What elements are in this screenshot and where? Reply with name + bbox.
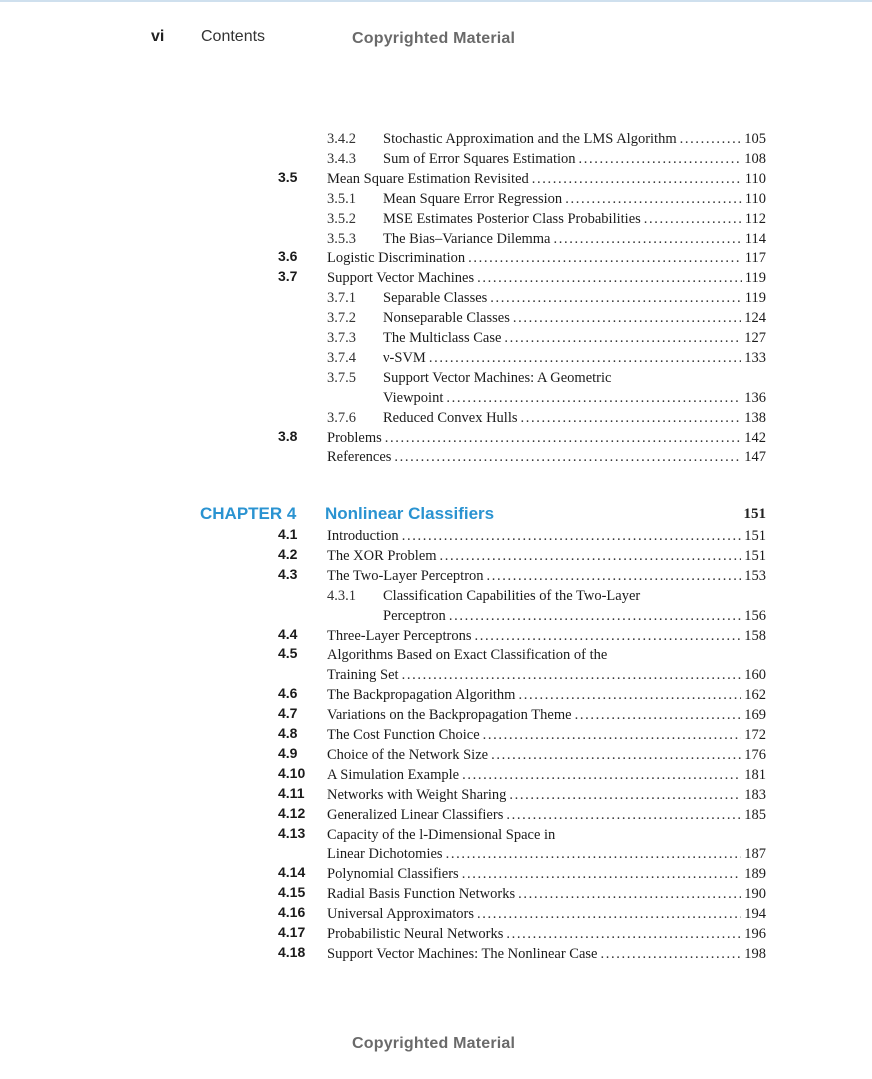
toc-entry-title: The Two-Layer Perceptron [327,567,484,584]
dot-leader [446,844,742,864]
toc-entry-page: 156 [744,607,766,624]
toc-entry-title: Classification Capabilities of the Two-Layer [383,587,641,604]
toc-entry[interactable] [0,805,872,825]
toc-entry-number: 4.11 [278,784,305,801]
dot-leader [518,884,741,904]
toc-entry[interactable] [0,884,872,904]
toc-entry[interactable] [0,288,872,308]
toc-entry[interactable] [0,944,872,964]
dot-leader [513,308,741,328]
toc-entry[interactable] [0,825,872,845]
toc-entry-title: MSE Estimates Posterior Class Probabilities [383,210,641,227]
toc-entry[interactable] [0,388,872,408]
toc-entry-number: 3.7.6 [327,409,356,426]
toc-entry-number: 4.15 [278,884,306,901]
toc-entry[interactable] [0,447,872,467]
toc-entry-page: 172 [744,727,766,743]
watermark-top: Copyrighted Material [352,30,516,47]
chapter-heading[interactable] [200,504,766,528]
toc-entry[interactable] [0,428,872,448]
toc-entry-page: 151 [744,547,766,564]
toc-entry-number: 4.4 [278,625,298,642]
toc-entry[interactable] [0,904,872,924]
toc-entry[interactable] [0,328,872,348]
toc-entry-number: 4.18 [278,943,306,960]
toc-entry-title: Separable Classes [383,290,488,307]
dot-leader [554,229,742,249]
dot-leader [477,904,741,924]
toc-entry-page: 196 [744,926,766,942]
dot-leader [468,248,742,268]
toc-entry-title: Training Set [327,667,399,684]
toc-entry-number: 3.4.3 [327,150,356,167]
toc-entry-title: Support Vector Machines: A Geometric [383,369,612,386]
dot-leader [644,209,742,229]
toc-entry[interactable] [0,586,872,606]
toc-entry-number: 3.8 [278,427,298,444]
toc-entry-title: Polynomial Classifiers [327,866,459,883]
toc-entry-title: Sum of Error Squares Estimation [383,150,576,167]
chapter-title: Nonlinear Classifiers [325,504,495,523]
toc-entry-title: Linear Dichotomies [327,846,443,863]
dot-leader [402,665,742,685]
toc-entry[interactable] [0,149,872,169]
toc-entry-page: 169 [744,707,766,724]
toc-entry-page: 119 [744,270,766,287]
toc-entry-page: 158 [744,627,766,644]
toc-entry[interactable] [0,348,872,368]
toc-entry-title: Viewpoint [383,389,444,406]
toc-entry-number: 4.14 [278,864,306,881]
toc-entry-page: 124 [744,310,766,327]
toc-entry[interactable] [0,645,872,665]
toc-entry-page: 117 [744,250,766,267]
toc-entry-number: 4.2 [278,545,298,562]
toc-entry-title: The XOR Problem [327,547,437,564]
toc-entry-number: 3.5 [278,168,298,185]
toc-entry[interactable] [0,129,872,149]
toc-entry-number: 3.7.2 [327,310,356,327]
toc-entry-number: 4.9 [278,744,298,761]
toc-entry[interactable] [0,169,872,189]
toc-entry-page: 187 [744,846,766,863]
dot-leader [565,189,742,209]
toc-entry-number: 4.1 [278,526,298,542]
toc-entry-page: 110 [744,190,766,207]
toc-entry-page: 160 [744,667,766,684]
toc-entry[interactable] [0,546,872,566]
toc-entry-title: Logistic Discrimination [327,250,466,267]
toc-entry-page: 190 [744,886,766,903]
dot-leader [449,606,741,626]
toc-entry-number: 4.7 [278,705,298,722]
toc-entry-number: 4.3.1 [327,587,356,604]
toc-entry-page: 127 [744,330,766,346]
toc-entry-title: Stochastic Approximation and the LMS Algorithm [383,131,677,147]
chapter-page: 151 [743,506,766,522]
toc-entry-title: A Simulation Example [327,766,460,783]
toc-entry-page: 108 [744,150,766,167]
dot-leader [600,944,741,964]
toc-entry[interactable] [0,606,872,626]
toc-entry-title: Support Vector Machines: The Nonlinear Case [327,945,598,962]
toc-entry-page: 183 [744,786,766,803]
dot-leader [483,725,742,745]
toc-entry[interactable] [0,864,872,884]
toc-entry-title: Problems [327,429,382,446]
toc-entry-number: 3.7 [278,268,298,285]
toc-entry[interactable] [0,745,872,765]
toc-entry-page: 189 [744,866,766,883]
dot-leader [385,428,741,448]
toc-entry-page: 142 [744,429,766,446]
toc-entry-number: 4.6 [278,685,298,702]
top-border [0,0,872,2]
dot-leader [532,169,742,189]
toc-entry-number: 3.7.4 [327,349,356,366]
toc-entry[interactable] [0,765,872,785]
toc-entry-title: Probabilistic Neural Networks [327,926,504,942]
toc-entry-number: 3.5.3 [327,230,356,247]
dot-leader [490,288,741,308]
toc-entry[interactable] [0,209,872,229]
toc-entry-page: 181 [744,766,766,783]
running-head: Contents [201,28,266,45]
toc-entry-page: 110 [744,170,766,187]
toc-entry-page: 133 [744,349,766,366]
toc-entry-page: 138 [744,409,766,426]
dot-leader [506,924,741,944]
toc-entry-number: 4.8 [278,725,298,741]
toc-entry-number: 3.6 [278,248,298,265]
toc-entry-page: 185 [744,806,766,823]
toc-entry[interactable] [0,268,872,288]
toc-entry[interactable] [0,626,872,646]
toc-entry-title: ν-SVM [383,349,426,366]
dot-leader [509,785,741,805]
toc-entry-page: 112 [744,210,766,227]
dot-leader [462,765,741,785]
dot-leader [477,268,742,288]
toc-entry-number: 3.7.3 [327,330,356,346]
dot-leader [518,685,741,705]
toc-entry-title: The Bias–Variance Dilemma [383,230,551,247]
chapter-label: CHAPTER 4 [200,504,297,523]
toc-entry-page: 147 [744,449,766,466]
toc-entry[interactable] [0,368,872,388]
toc-entry-title: Reduced Convex Hulls [383,409,518,426]
toc-entry-title: References [327,449,392,466]
toc-entry-page: 176 [744,746,766,763]
toc-entry-number: 4.12 [278,804,306,821]
toc-entry[interactable] [0,705,872,725]
toc-entry-page: 136 [744,389,766,406]
toc-entry[interactable] [0,308,872,328]
dot-leader [475,626,742,646]
toc-entry[interactable] [0,189,872,209]
dot-leader [429,348,741,368]
toc-entry-title: Capacity of the l-Dimensional Space in [327,826,556,843]
toc-entry-title: Introduction [327,528,399,544]
toc-entry-page: 105 [744,131,766,147]
watermark-bottom: Copyrighted Material [352,1035,516,1052]
toc-entry-page: 198 [744,945,766,962]
dot-leader [402,526,742,546]
toc-entry-title: Choice of the Network Size [327,746,489,763]
toc-entry-title: Support Vector Machines [327,270,475,287]
toc-entry-number: 3.4.2 [327,131,356,147]
toc-entry[interactable] [0,844,872,864]
toc-entry-title: The Backpropagation Algorithm [327,687,516,704]
toc-entry-title: Networks with Weight Sharing [327,786,507,803]
page-number: vi [151,28,165,45]
toc-entry-number: 4.13 [278,824,306,841]
toc-entry-page: 194 [744,906,766,923]
dot-leader [491,745,741,765]
toc-entry-title: Universal Approximators [327,906,474,923]
dot-leader [504,328,741,348]
toc-entry-title: Variations on the Backpropagation Theme [327,707,572,724]
toc-entry-number: 4.17 [278,924,306,940]
toc-entry[interactable] [0,685,872,705]
toc-entry-page: 153 [744,567,766,584]
dot-leader [394,447,741,467]
dot-leader [440,546,742,566]
dot-leader [462,864,742,884]
toc-entry-title: Perceptron [383,607,446,624]
dot-leader [446,388,741,408]
dot-leader [521,408,742,428]
toc-entry-title: Nonseparable Classes [383,310,510,327]
toc-entry-page: 151 [744,528,766,544]
toc-entry[interactable] [0,725,872,745]
toc-entry[interactable] [0,924,872,944]
toc-entry[interactable] [0,526,872,546]
toc-entry-number: 3.7.5 [327,369,356,386]
toc-entry-page: 114 [744,230,766,247]
toc-entry-title: The Multiclass Case [383,330,502,346]
toc-entry-title: Radial Basis Function Networks [327,886,516,903]
toc-entry[interactable] [0,408,872,428]
dot-leader [579,149,742,169]
dot-leader [487,566,742,586]
toc-entry-number: 3.5.2 [327,210,356,227]
toc-entry-title: Mean Square Estimation Revisited [327,170,529,187]
toc-entry[interactable] [0,248,872,268]
dot-leader [575,705,742,725]
toc-entry-number: 3.7.1 [327,290,356,307]
toc-entry-title: Three-Layer Perceptrons [327,627,472,644]
toc-entry[interactable] [0,566,872,586]
dot-leader [506,805,741,825]
toc-entry-number: 4.16 [278,904,306,921]
toc-entry-number: 3.5.1 [327,190,356,207]
toc-entry-page: 162 [744,687,766,704]
toc-entry-number: 4.5 [278,645,298,662]
toc-entry-number: 4.10 [278,764,306,781]
toc-entry-page: 119 [744,290,766,307]
toc-entry[interactable] [0,665,872,685]
toc-entry-number: 4.3 [278,565,298,582]
dot-leader [680,129,742,149]
toc-entry[interactable] [0,785,872,805]
toc-entry-title: Generalized Linear Classifiers [327,806,504,823]
toc-entry-title: Mean Square Error Regression [383,190,563,207]
toc-entry-title: The Cost Function Choice [327,727,480,743]
toc-entry-title: Algorithms Based on Exact Classification of the [327,647,608,664]
toc-entry[interactable] [0,229,872,249]
